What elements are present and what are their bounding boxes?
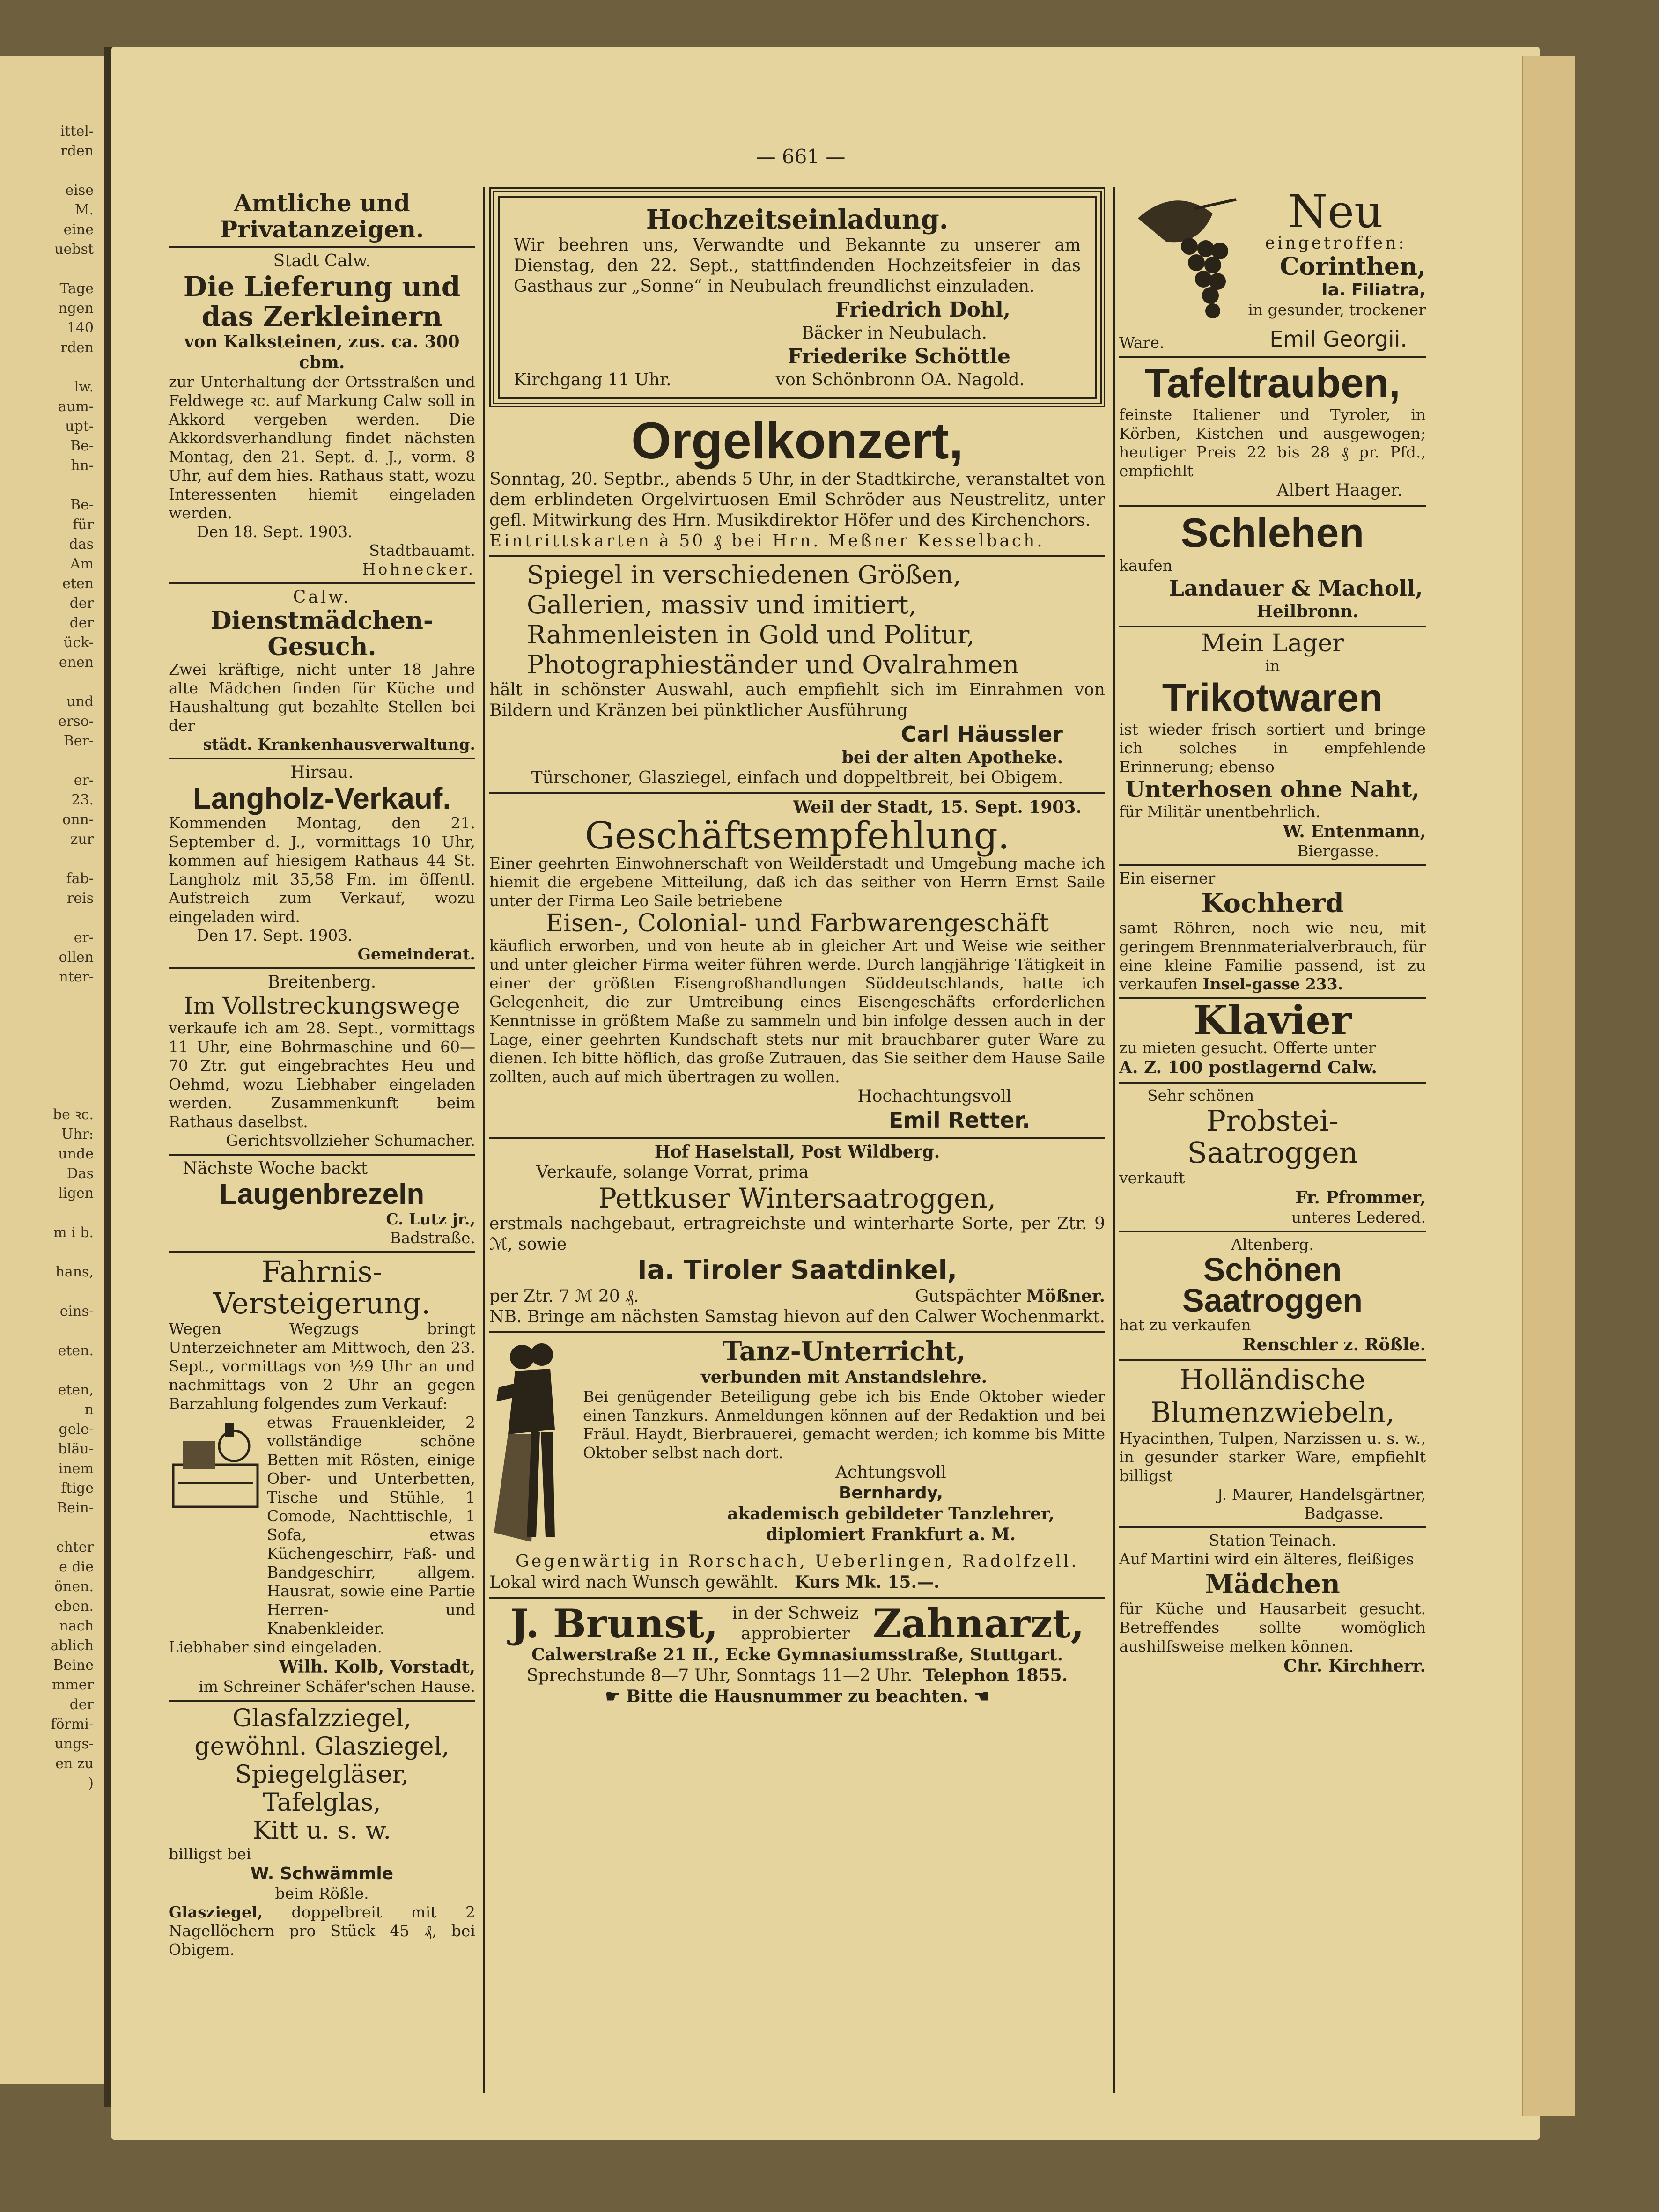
- ad-body: erstmals nachgebaut, ertragreichste und winterharte Sorte, per Ztr. 9 ℳ, sowie: [489, 1214, 1105, 1254]
- bride-detail: von Schönbronn OA. Nagold.: [775, 370, 1025, 390]
- ad-invite: Liebhaber sind eingeladen.: [169, 1638, 382, 1656]
- ad-name: Wilh. Kolb, Vorstadt,: [279, 1657, 475, 1677]
- facing-page-line: das: [69, 536, 94, 553]
- ad-subtitle: Unterhosen ohne Naht,: [1125, 776, 1420, 803]
- household-goods-icon: [169, 1413, 262, 1512]
- facing-page-line: mmer: [52, 1677, 94, 1693]
- facing-page-line: zur: [70, 831, 94, 848]
- ad-phone: Telephon 1855.: [923, 1666, 1068, 1685]
- ad-probstei: [1119, 1084, 1426, 1232]
- facing-page-line: hn-: [71, 457, 94, 474]
- bride-name: Friederike Schöttle: [787, 345, 1010, 369]
- facing-page-line: [0, 1203, 94, 1223]
- ad-blumenzwiebeln: [1119, 1361, 1426, 1528]
- facing-page-line: chter: [56, 1539, 94, 1556]
- facing-page-line: enen: [59, 654, 94, 671]
- ad-extra: doppelbreit mit 2 Nagellöchern pro Stück 45 ₰, bei Obigem.: [169, 1903, 476, 1959]
- facing-page-line: Am: [70, 556, 94, 572]
- column-rule: [483, 187, 485, 2093]
- facing-page-line: eise: [65, 182, 94, 199]
- facing-page-line: [0, 1085, 94, 1105]
- ad-date: Den 18. Sept. 1903.: [197, 523, 353, 541]
- ad-intro: Verkaufe, solange Vorrat, prima: [536, 1163, 809, 1182]
- ad-address: im Schreiner Schäfer'schen Hause.: [199, 1677, 475, 1696]
- facing-page-line: ück-: [64, 634, 94, 651]
- ad-name: Carl Häussler: [901, 722, 1063, 747]
- facing-page-line: ): [88, 1775, 94, 1792]
- ad-vollstreckung: [169, 969, 475, 1156]
- facing-page-line: der: [69, 1696, 94, 1713]
- column-2: [489, 187, 1105, 1707]
- facing-page-line: upt-: [65, 418, 94, 435]
- facing-page-line: fab-: [66, 870, 94, 887]
- ad-body: feinste Italiener und Tyroler, in Körben, Kistchen und ausgewogen; heutiger Preis 22 bis 28 ₰ pr. Pfd., empfiehlt: [1119, 406, 1426, 480]
- ad-address: Biergasse.: [1297, 842, 1379, 860]
- ad-address: beim Rößle.: [275, 1884, 369, 1902]
- ad-in: in: [1265, 656, 1280, 675]
- facing-page-line: m i b.: [53, 1224, 94, 1241]
- facing-page-line: unde: [58, 1146, 94, 1162]
- facing-page-line: Uhr:: [61, 1126, 94, 1143]
- facing-page-line: e die: [59, 1559, 94, 1575]
- ad-title: Im Vollstreckungswege: [184, 992, 460, 1019]
- ad-name: Bernhardy,: [838, 1483, 944, 1503]
- ad-title-line: Photographieständer und Ovalrahmen: [527, 650, 1019, 679]
- ad-title-line: Spiegel in verschiedenen Größen,: [527, 560, 961, 590]
- ad-title: Geschäftsempfehlung.: [584, 814, 1010, 857]
- groom-name: Friedrich Dohl,: [835, 298, 1010, 322]
- facing-page-line: er-: [74, 772, 94, 789]
- facing-page-line: reis: [66, 890, 94, 907]
- facing-page-line: Ber-: [63, 733, 94, 749]
- ad-title: Holländische: [1179, 1364, 1366, 1396]
- ad-body: Hyacinthen, Tulpen, Narzissen u. s. w., in gesunder starker Ware, empfiehlt billigst: [1119, 1429, 1426, 1485]
- ad-place: Stadt Calw.: [273, 251, 371, 271]
- ad-items: etwas Frauenkleider, 2 vollständige schöne Betten mit Rösten, einige Ober- und Unterbetten, Tische und Stühle, 1 Comode, Nachttischle, 1 Sofa, etwas Küchengeschirr, Faß- und Bandgeschirr, allgem. Hausrat, sowie eine Partie Herren- und Knabenkleider.: [267, 1413, 475, 1637]
- ad-body: Zwei kräftige, nicht unter 18 Jahre alte Mädchen finden für Küche und Haushaltung gut bezahlte Stellen bei der: [169, 660, 475, 735]
- ad-body-2: käuflich erworben, und von heute ab in gleicher Art und Weise wie seither und unter gleicher Firma weiter führen werde. Durch langjährige Tätigkeit in einer der größten Eisengroßhandlungen Süddeutschlands, hatte ich Gelegenheit, die zur Umtreibung eines Eisengeschäfts erforderlichen Kenntnisse in größtem Maße zu sammeln und bin infolge dessen auch in der Lage, einer geehrten Kundschaft stets nur mit brauchbarer guter Ware zu dienen. Ich bitte höflich, das große Zutrauen, das Sie seither dem Hause Saile zollten, auch auf mich übertragen zu wollen.: [489, 936, 1105, 1086]
- ad-name: Fr. Pfrommer,: [1295, 1188, 1426, 1208]
- ad-title-line: gewöhnl. Glasziegel,: [194, 1733, 450, 1761]
- facing-page-line: förmi-: [51, 1716, 94, 1733]
- column-1: [169, 187, 475, 1959]
- ad-body: Kommenden Montag, den 21. September d. J., vormittags 10 Uhr, kommen auf hiesigem Rathaus 44 St. Langholz mit 35,58 Fm. im öffentl. Aufstreich zum Verkauf, wozu eingeladen wird.: [169, 814, 475, 926]
- ad-place: Station Teinach.: [1209, 1531, 1336, 1549]
- ad-address: unteres Ledered.: [1291, 1208, 1426, 1226]
- ad-laugenbrezeln: [169, 1156, 475, 1253]
- ad-name: J. Brunst,: [510, 1600, 718, 1647]
- ad-body: Auf Martini wird ein älteres, fleißiges: [1119, 1550, 1414, 1568]
- facing-page-line: nach: [59, 1618, 94, 1634]
- ad-place: Altenberg.: [1231, 1235, 1314, 1253]
- ad-extra-title: Glasziegel,: [169, 1903, 263, 1921]
- ad-item: Corinthen,: [1280, 252, 1426, 281]
- facing-page-line: eten: [62, 575, 94, 592]
- ad-dienstmaedchen: [169, 584, 475, 759]
- ad-intro: billigst bei: [169, 1845, 251, 1863]
- facing-page-line: eins-: [59, 1303, 94, 1320]
- ad-body: Wir beehren uns, Verwandte und Bekannte zu unserer am Dienstag, den 22. Sept., stattfindenden Hochzeitsfeier in das Gasthaus zur „Sonne“ in Neubulach freundlichst einzuladen.: [514, 236, 1081, 296]
- ad-price: Kurs Mk. 15.—.: [795, 1572, 940, 1592]
- facing-page-line: [0, 672, 94, 692]
- column-3: [1119, 187, 1426, 1676]
- ad-zahnarzt: [489, 1599, 1105, 1707]
- ad-code: A. Z. 100 postlagernd Calw.: [1119, 1058, 1377, 1077]
- ad-name: Landauer & Macholl,: [1169, 575, 1423, 601]
- facing-page-line: [0, 161, 94, 181]
- ad-name: Chr. Kirchherr.: [1283, 1656, 1426, 1676]
- ad-body: zur Unterhaltung der Ortsstraßen und Feldwege ꝛc. auf Markung Calw soll in Akkord vergeben werden. Die Akkordsverhandlung findet nächsten Montag, den 21. Sept. d. J., vorm. 8 Uhr, auf dem hies. Rathaus statt, wozu Interessenten hiemit eingeladen werden.: [169, 373, 475, 522]
- ad-footer: Lokal wird nach Wunsch gewählt.: [489, 1573, 779, 1592]
- facing-page-line: inem: [58, 1460, 94, 1477]
- ad-title: Langholz-Verkauf.: [192, 782, 451, 815]
- ad-quality: in gesunder, trockener: [1248, 301, 1426, 319]
- ad-title: Neu: [1288, 185, 1383, 238]
- ad-title: Die Lieferung und das Zerkleinern: [183, 271, 461, 332]
- ad-title: Klavier: [1193, 997, 1352, 1043]
- ad-greeting: Hochachtungsvoll: [857, 1087, 1011, 1106]
- ad-dateline: Weil der Stadt, 15. Sept. 1903.: [793, 797, 1082, 817]
- ad-address: bei der alten Apotheke.: [841, 748, 1063, 767]
- ad-kalksteine: [169, 248, 475, 584]
- ad-label: in der Schweiz: [732, 1604, 859, 1623]
- facing-page-line: nter-: [59, 969, 94, 985]
- ad-date: Den 17. Sept. 1903.: [197, 926, 353, 944]
- ad-address: Insel-gasse 233.: [1202, 975, 1343, 993]
- ad-saatroggen: [1119, 1232, 1426, 1361]
- ad-name: W. Entenmann,: [1283, 822, 1426, 841]
- page-edges: [1522, 56, 1575, 2116]
- ad-body-2: für Küche und Hausarbeit gesucht. Betreffendes sollte womöglich aushilfsweise melken können.: [1119, 1600, 1426, 1655]
- ad-body: Bei genügender Beteiligung gebe ich bis Ende Oktober wieder einen Tanzkurs. Anmeldungen können auf der Redaktion und bei Fräul. Haydt, Bierbrauerei, gemacht werden; ich komme bis Mitte Oktober selbst nach dort.: [583, 1387, 1105, 1462]
- ad-office: Stadtbauamt.: [369, 541, 475, 560]
- ad-note: NB. Bringe am nächsten Samstag hievon auf den Calwer Wochenmarkt.: [489, 1307, 1106, 1327]
- ad-klavier: [1119, 999, 1426, 1084]
- facing-page-line: und: [66, 693, 94, 710]
- facing-page-line: [0, 358, 94, 377]
- ad-intro: Nächste Woche backt: [183, 1159, 368, 1178]
- facing-page-line: onn-: [62, 811, 94, 828]
- facing-page-line: [0, 987, 94, 1007]
- ad-signature: Mößner.: [1026, 1286, 1105, 1306]
- ad-grade: Ia. Filiatra,: [1321, 280, 1426, 300]
- ad-footer: Türschoner, Glasziegel, einfach und doppeltbreit, bei Obigem.: [531, 768, 1063, 788]
- facing-page-line: Be-: [70, 438, 94, 454]
- ad-title-2: Saatroggen: [1187, 1135, 1358, 1170]
- facing-page-line: der: [69, 595, 94, 612]
- column-rule: [1113, 187, 1115, 2093]
- facing-page-line: [0, 1026, 94, 1046]
- ad-title: Mädchen: [1205, 1569, 1340, 1600]
- ad-address: Badstraße.: [390, 1229, 475, 1247]
- facing-page-line: eben.: [54, 1598, 94, 1615]
- ad-ware: Ware.: [1119, 333, 1165, 352]
- facing-page-line: erso-: [58, 713, 94, 730]
- ad-title-line: Rahmenleisten in Gold und Politur,: [527, 620, 975, 649]
- ad-intro: Sehr schönen: [1147, 1086, 1254, 1105]
- ad-tafeltrauben: [1119, 358, 1426, 507]
- facing-page-line: der: [69, 615, 94, 631]
- ad-title: Pettkuser Wintersaatroggen,: [598, 1182, 996, 1214]
- ad-name: C. Lutz jr.,: [386, 1210, 475, 1228]
- ad-address: Badgasse.: [1304, 1504, 1384, 1522]
- ad-city: Heilbronn.: [1256, 602, 1359, 621]
- ad-sold: verkauft: [1119, 1169, 1185, 1187]
- facing-page-line: [0, 1243, 94, 1262]
- pointing-hand-icon: ☛: [605, 1687, 620, 1706]
- ad-title: Tafeltrauben,: [1144, 360, 1401, 406]
- ad-title-line: Spiegelgläser,: [235, 1761, 409, 1789]
- ad-signature-prefix: Gutspächter: [915, 1287, 1021, 1306]
- facing-page-line: ungs-: [54, 1736, 94, 1752]
- ad-greeting: Achtungsvoll: [835, 1463, 946, 1482]
- ad-spiegel: [489, 557, 1105, 794]
- ad-title: Schönen Saatroggen: [1182, 1251, 1363, 1319]
- facing-page-line: ftige: [61, 1480, 94, 1497]
- ad-corinthen: [1119, 187, 1426, 358]
- ad-title: Fahrnis-: [261, 1254, 383, 1289]
- facing-page-line: für: [73, 516, 94, 533]
- ad-role: akademisch gebildeter Tanzlehrer,: [727, 1504, 1054, 1524]
- ad-hof-haselstall: [489, 1139, 1105, 1333]
- ad-body: samt Röhren, noch wie neu, mit geringem Brennmaterialverbrauch, für eine kleine Familie passend, ist zu verkaufen: [1119, 919, 1426, 993]
- ad-orgelkonzert: [489, 407, 1105, 557]
- ad-title: Versteigerung.: [213, 1286, 431, 1320]
- ad-langholz: [169, 759, 475, 969]
- ad-name: J. Maurer, Handelsgärtner,: [1217, 1485, 1426, 1504]
- ad-intro: hat zu verkaufen: [1119, 1316, 1251, 1334]
- facing-page-line: [0, 1282, 94, 1302]
- ad-name: Albert Haager.: [1276, 481, 1402, 500]
- facing-page-line: [0, 1361, 94, 1380]
- ad-signature: Hohnecker.: [362, 560, 475, 578]
- facing-page-line: ngen: [58, 300, 94, 317]
- facing-page-line: bläu-: [58, 1441, 94, 1457]
- facing-page-line: Bein-: [57, 1500, 94, 1516]
- pointing-hand-icon: ☚: [974, 1687, 989, 1706]
- facing-page-line: eten,: [58, 1382, 94, 1398]
- ad-place: Breitenberg.: [267, 973, 376, 992]
- facing-page-line: rden: [60, 143, 94, 159]
- ad-glasziegel: [169, 1702, 475, 1959]
- facing-page-line: eine: [63, 221, 94, 238]
- facing-page-line: [0, 259, 94, 279]
- facing-page-line: [0, 1321, 94, 1341]
- ad-body: Einer geehrten Einwohnerschaft von Weilderstadt und Umgebung mache ich hiemit die ergebene Mitteilung, daß ich das seither von Herrn Ernst Saile unter der Firma Leo Saile betriebene: [489, 854, 1105, 910]
- facing-page-line: M.: [74, 202, 94, 218]
- ad-title-lines: [489, 560, 1105, 680]
- ad-title: Trikotwaren: [1162, 676, 1383, 720]
- facing-page-line: ollen: [59, 949, 94, 966]
- facing-page-line: hans,: [55, 1264, 94, 1280]
- ad-name: W. Schwämmle: [250, 1864, 394, 1883]
- ad-signature: städt. Krankenhausverwaltung.: [203, 735, 475, 753]
- facing-page-line: gele-: [59, 1421, 94, 1438]
- ad-intro: Ein eiserner: [1119, 869, 1216, 887]
- ad-body: verkaufe ich am 28. Sept., vormittags 11 Uhr, eine Bohrmaschine und 60—70 Ztr. gut eingebrachtes Heu und Oehmd, wozu Liebhaber eingeladen werden. Zusammenkunft beim Rathaus daselbst.: [169, 1019, 475, 1131]
- ad-subtitle: eingetroffen:: [1265, 234, 1407, 253]
- facing-page-line: 23.: [71, 792, 94, 808]
- ad-kochherd: [1119, 866, 1426, 999]
- ad-tanz-unterricht: [489, 1333, 1105, 1599]
- section-heading: Amtliche und Privatanzeigen.: [169, 187, 475, 248]
- ad-title-line: Glasfalzziegel,: [232, 1704, 412, 1733]
- ad-subtitle: verbunden mit Anstandslehre.: [700, 1367, 988, 1387]
- facing-page-line: [0, 476, 94, 495]
- facing-page-line: rden: [60, 339, 94, 356]
- facing-page-line: Tage: [59, 280, 94, 297]
- ad-intro: kaufen: [1119, 556, 1172, 575]
- ad-subtitle-2: für Militär unentbehrlich.: [1119, 803, 1320, 821]
- ad-title: Tanz-Unterricht,: [722, 1336, 966, 1367]
- ad-title: Laugenbrezeln: [219, 1178, 425, 1210]
- page-number: — 661 —: [756, 145, 846, 168]
- facing-page-line: ligen: [58, 1185, 94, 1202]
- facing-page-line: aum-: [58, 398, 94, 415]
- facing-page-line: be ꝛc.: [52, 1106, 94, 1123]
- groom-detail: Bäcker in Neubulach.: [802, 324, 987, 343]
- ad-place: Calw.: [293, 588, 351, 607]
- ad-label-2: approbierter: [741, 1624, 850, 1644]
- ad-role-2: diplomiert Frankfurt a. M.: [766, 1525, 1016, 1544]
- facing-page-line: lw.: [74, 379, 94, 395]
- facing-page-line: [0, 908, 94, 928]
- facing-page-line: [0, 1066, 94, 1085]
- ad-body: Sonntag, 20. Septbr., abends 5 Uhr, in der Stadtkirche, veranstaltet von dem erblindeten Orgelvirtuosen Emil Schröder aus Neustrelitz, unter gefl. Mitwirkung des Hrn. Musikdirektor Höfer und des Kirchenchors.: [489, 470, 1105, 530]
- facing-page-line: Das: [66, 1165, 94, 1182]
- ad-schlehen: [1119, 507, 1426, 627]
- ad-title: Orgelkonzert,: [631, 412, 964, 470]
- ad-title-line: Kitt u. s. w.: [253, 1817, 391, 1845]
- facing-page-line: Beine: [53, 1657, 94, 1674]
- ad-body: hält in schönster Auswahl, auch empfiehlt sich im Einrahmen von Bildern und Kränzen bei pünktlicher Ausführung: [489, 680, 1105, 720]
- facing-page-line: Be-: [70, 497, 94, 513]
- facing-page-line: eten.: [58, 1342, 94, 1359]
- ad-title: Probstei-: [1206, 1104, 1339, 1138]
- ad-title: Hochzeitseinladung.: [646, 204, 949, 235]
- ad-subtitle: Eisen-, Colonial- und Farbwarengeschäft: [546, 909, 1049, 937]
- ad-intro: Wegen Wegzugs bringt Unterzeichneter am Mittwoch, den 23. Sept., vormittags von ½9 Uhr an und nachmittags von 2 Uhr an gegen Barzahlung folgendes zum Verkauf:: [169, 1320, 475, 1413]
- ad-hochzeit: [489, 187, 1105, 407]
- facing-page-line: önen.: [54, 1578, 94, 1595]
- ad-title-2: Blumenzwiebeln,: [1150, 1396, 1395, 1429]
- ad-trikotwaren: [1119, 627, 1426, 866]
- facing-page-line: [0, 751, 94, 771]
- dancing-couple-icon: [489, 1336, 574, 1551]
- facing-page-line: [0, 849, 94, 869]
- ad-title: Schlehen: [1180, 509, 1364, 556]
- facing-page-line: [0, 1007, 94, 1026]
- facing-page-line: [0, 1046, 94, 1066]
- ad-name: Renschler z. Rößle.: [1242, 1335, 1426, 1355]
- ad-role: Zahnarzt,: [872, 1600, 1084, 1647]
- facing-page-line: n: [84, 1401, 94, 1418]
- ad-signature: Gerichtsvollzieher Schumacher.: [226, 1131, 475, 1150]
- ad-signature: Gemeinderat.: [357, 945, 475, 963]
- ad-price: per Ztr. 7 ℳ 20 ₰.: [489, 1287, 639, 1306]
- ad-title: Kochherd: [1201, 888, 1344, 919]
- ad-maedchen: [1119, 1528, 1426, 1676]
- ad-intro: Mein Lager: [1201, 629, 1344, 657]
- ad-title: Dienstmädchen-Gesuch.: [210, 606, 434, 661]
- facing-page-line: er-: [74, 929, 94, 946]
- ad-hours: Sprechstunde 8—7 Uhr, Sonntags 11—2 Uhr.: [526, 1666, 913, 1685]
- facing-page-line: en zu: [55, 1755, 94, 1772]
- facing-page-line: uebst: [54, 241, 94, 258]
- ad-body: zu mieten gesucht. Offerte unter: [1119, 1039, 1376, 1057]
- ad-title-line: Gallerien, massiv und imitiert,: [527, 590, 917, 619]
- ad-tour: Gegenwärtig in Rorschach, Ueberlingen, Radolfzell.: [516, 1552, 1079, 1571]
- ad-geschaeftsempfehlung: [489, 794, 1105, 1139]
- facing-page-text: [0, 122, 94, 1793]
- ad-tickets: Eintrittskarten à 50 ₰ bei Hrn. Meßner Kesselbach.: [489, 531, 1045, 551]
- ad-title-lines: [169, 1704, 475, 1845]
- facing-page-line: [0, 1518, 94, 1538]
- facing-page-line: 140: [66, 320, 94, 336]
- ad-body: ist wieder frisch sortiert und bringe ich solches in empfehlende Erinnerung; ebenso: [1119, 720, 1426, 776]
- ad-heading: Hof Haselstall, Post Wildberg.: [654, 1142, 940, 1162]
- ad-name: Emil Retter.: [888, 1107, 1030, 1133]
- ad-title-2: Ia. Tiroler Saatdinkel,: [637, 1255, 958, 1285]
- ad-address: Calwerstraße 21 II., Ecke Gymnasiumsstraße, Stuttgart.: [531, 1645, 1063, 1665]
- ad-place: Hirsau.: [290, 763, 354, 782]
- grapes-icon: [1119, 190, 1246, 326]
- ad-note: Bitte die Hausnummer zu beachten.: [626, 1687, 968, 1706]
- facing-page-line: ablich: [50, 1637, 94, 1654]
- ad-fahrnis: [169, 1253, 475, 1702]
- ad-title-line: Tafelglas,: [263, 1789, 381, 1817]
- ad-name: Emil Georgii.: [1269, 326, 1407, 352]
- facing-page-line: ittel-: [60, 123, 94, 140]
- ad-subtitle: von Kalksteinen, zus. ca. 300 cbm.: [184, 332, 460, 372]
- church-time: Kirchgang 11 Uhr.: [514, 370, 671, 390]
